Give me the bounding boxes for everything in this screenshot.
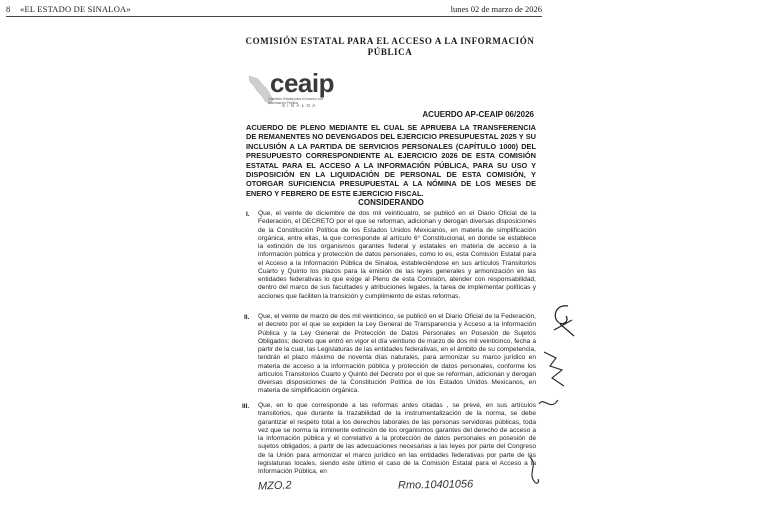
- publication-date: lunes 02 de marzo de 2026: [450, 4, 542, 14]
- logo-state: SINALOA: [282, 103, 318, 108]
- signature-mark-icon: [536, 392, 562, 416]
- agreement-summary: ACUERDO DE PLENO MEDIANTE EL CUAL SE APRUEBA LA TRANSFERENCIA DE REMANENTES NO DEVENGADOS DEL EJERCICIO PRESUPUESTAL 2025 Y SU INCLUSIÓN A LA PARTIDA DE SERVICIOS PERSONALES (CAPÍTULO 1000) DEL PRESUPUESTO CORRESPONDIENTE AL EJERCICIO 2026 DE ESTA COMISIÓN ESTATAL PARA EL ACCESO A LA INFORMACIÓN PÚBLICA, PARA SU USO Y DISPOSICIÓN EN LA LIQUIDACIÓN DE PERSONAL DE ESTA COMISIÓN, Y OTORGAR SUFICIENCIA PRESUPUESTAL A LA NÓMINA DE LOS MESES DE ENERO Y FEBRERO DE ESTE EJERCICIO FISCAL.: [246, 123, 536, 198]
- paragraph-text: Que, el veinte de diciembre de dos mil veinticuatro, se publicó en el Diario Oficial de la Federación, el DECRETO por el que se reforman, adicionan y derogan diversas disposiciones de la Constitución Política de los Estados Unidos Mexicanos, en materia de simplificación orgánica, entre ellas, la que corresponde al artículo 6° Constitucional, en donde se establece la extinción de los organismos garantes federal y estatales en materia de acceso a la información pública y protección de datos personales, como lo es, esta Comisión Estatal para el Acceso a la Información Pública de Sinaloa, estableciéndose en sus artículos Transitorios Cuarto y Quinto los plazos para la emisión de las leyes generales y armonización en las entidades federativas lo que exige al Pleno de esta Comisión, atender con responsabilidad, dentro del marco de sus facultades y atribuciones legales, la tarea de implementar políticas y acciones que faciliten la transición y cumplimiento de estas reformas.: [258, 210, 536, 300]
- document-title: COMISIÓN ESTATAL PARA EL ACCESO A LA INFORMACIÓN PÚBLICA: [245, 36, 535, 57]
- paragraph-number: I.: [246, 211, 250, 218]
- paragraph-number: II.: [244, 314, 250, 321]
- publication-name: «EL ESTADO DE SINALOA»: [20, 4, 131, 14]
- section-heading: CONSIDERANDO: [358, 198, 424, 207]
- paragraph-number: III.: [242, 403, 250, 410]
- signature-stroke-icon: [540, 348, 570, 390]
- signature-bottom-icon: [524, 455, 544, 491]
- handwritten-note-middle: Rmo.10401056: [397, 478, 474, 492]
- logo-subtitle: Comisión Estatal para el Acceso a la Información Pública: [268, 97, 324, 105]
- ceaip-wordmark: ceaip: [270, 68, 334, 98]
- page-header: [6, 3, 542, 17]
- agreement-id: ACUERDO AP-CEAIP 06/2026: [422, 110, 534, 119]
- page-number: 8: [6, 4, 11, 14]
- paragraph-text: Que, en lo que corresponde a las reformas antes citadas , se prevé, en sus artículos transitorios, que durante la trazabilidad de la instrumentalización de la norma, se debe garantizar el respeto total a los derechos laborales de las personas servidoras públicas, toda vez que se norma la inminente extinción de los organismos garantes del derecho de acceso a la información pública y el correlativo a la protección de datos personales en posesión de sujetos obligados, a partir de las adecuaciones necesarias a las leyes por parte del Congreso de la Unión para armonizar el marco jurídico en las entidades federativas por parte de las legislaturas locales, siendo este último el caso de la Comisión Estatal para el Acceso a la Información Pública, en: [258, 402, 536, 475]
- paragraph-text: Que, el veinte de marzo de dos mil veinticinco, se publicó en el Diario Oficial de la Federación, el decreto por el que se expiden la Ley General de Transparencia y Acceso a la Información Pública y la Ley General de Protección de Datos Personales en Posesión de Sujetos Obligados; decreto que entró en vigor el día veintiuno de marzo de dos mil veinticinco, fecha a partir de la cual, las Legislaturas de las entidades federativas, en el ámbito de su competencia, tendrán el plazo máximo de noventa días naturales, para armonizar su marco jurídico en materia de acceso a la información pública y protección de datos personales, conforme los artículos Transitorios Cuarto y Quinto del Decreto por el que se reforman, adicionan y derogan diversas disposiciones de la Constitución Política de los Estados Unidos Mexicanos, en materia de simplificación orgánica.: [258, 313, 536, 395]
- handwritten-note-left: MZO.2: [257, 479, 292, 493]
- signature-initial-icon: [548, 300, 578, 340]
